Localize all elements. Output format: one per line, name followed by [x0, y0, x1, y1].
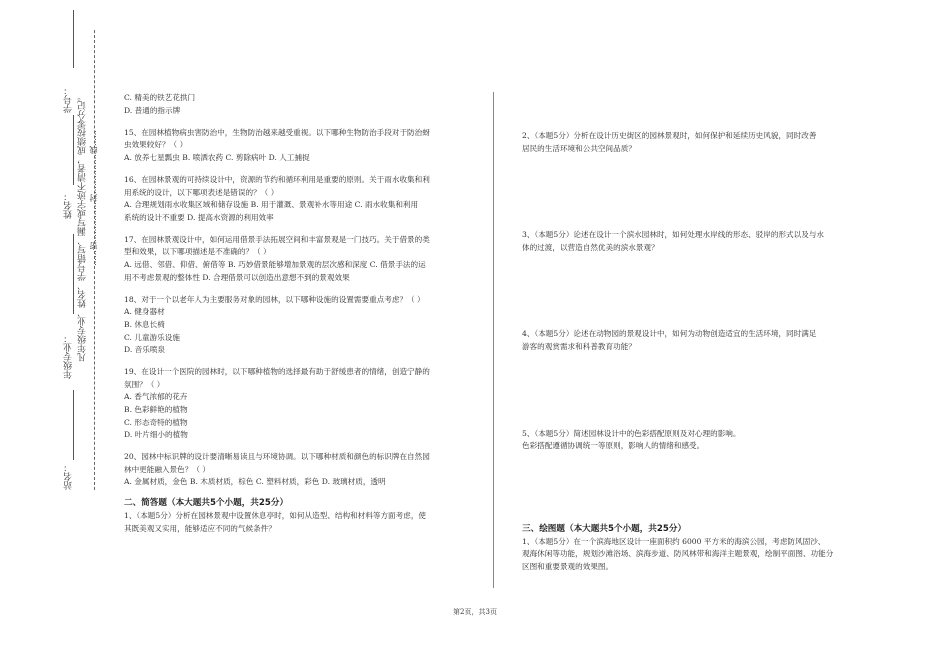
short-answer-3: 3、（本题5分）论述在设计一个滨水园林时，如何处理水岸线的形态、驳岸的形式以及与水 — [522, 230, 825, 240]
short-answer-5-cont: 色彩搭配遵循协调统一等原则，影响人的情绪和感受。 — [522, 441, 705, 451]
q15-stem-cont: 虫效果较好？（ ） — [124, 140, 188, 150]
q14-option-d: D. 普通的指示牌 — [124, 105, 181, 115]
q19-stem: 19、在设计一个医院的园林时，以下哪种植物的选择最有助于舒缓患者的情绪，创造宁静的 — [124, 367, 430, 377]
student-id-label: 学号： — [64, 86, 74, 113]
drawing-1: 1、（本题5分）在一个滨海地区设计一座面积约 6000 平方米的海滨公园，考虑防风固沙、 — [522, 536, 826, 546]
q17-stem-cont: 型和效果，以下哪项描述是不准确的？（ ） — [124, 247, 271, 257]
grade-major-label: 年级专业： — [64, 334, 74, 379]
short-answer-4-cont: 游客的观赏需求和科普教育功能？ — [522, 341, 636, 351]
short-answer-4: 4、（本题5分）论述在动物园的景观设计中，如何为动物创造适宜的生活环境，同时满足 — [522, 329, 817, 339]
q14-option-c: C. 精美的铁艺花拱门 — [124, 93, 196, 102]
q18-option-d: D. 音乐喷泉 — [124, 345, 166, 355]
short-answer-3-cont: 体的过渡，以营造自然优美的滨水景观？ — [522, 242, 659, 252]
q18-option-b: B. 休息长椅 — [124, 319, 165, 329]
name-line — [73, 115, 74, 185]
q20-stem-cont: 林中更能融入景色？（ ） — [124, 464, 210, 474]
q19-option-b: B. 色彩鲜艳的植物 — [124, 404, 188, 414]
q17-stem: 17、在园林景观设计中，如何运用借景手法拓展空间和丰富景观是一门技巧。关于借景的类 — [124, 234, 430, 244]
school-label: 站名： — [64, 463, 74, 490]
column-divider — [493, 92, 494, 588]
q16-stem-cont: 用系统的设计，以下哪项表述是错误的？（ ） — [124, 187, 279, 197]
q16-options-cont: 系统的设计不重要 D. 提高水资源的利用效率 — [124, 212, 274, 222]
q18-option-c: C. 儿童游乐设施 — [124, 332, 180, 342]
student-id-line — [73, 10, 74, 68]
warning-text: 凡年级专业、姓名、学号错写、漏写或字迹不清者，成绩按零分记。 — [78, 92, 88, 362]
short-answer-2-cont: 居民的生活环境和公共空间品质？ — [522, 143, 636, 153]
q19-option-d: D. 叶片细小的植物 — [124, 430, 188, 440]
short-answer-1-cont: 其既美观又实用，能够适应不同的气候条件？ — [124, 523, 276, 533]
q16-stem: 16、在园林景观的可持续设计中，资源的节约和循环利用是重要的原则。关于雨水收集和利 — [124, 174, 430, 184]
q17-options: A. 远借、邻借、仰借、俯借等 B. 巧妙借景能够增加景观的层次感和深度 C. 借景手法的运 — [124, 260, 426, 270]
q16-options: A. 合理规划雨水收集区域和储存设施 B. 用于灌溉、景观补水等用途 C. 雨水收集和利用 — [124, 200, 419, 210]
q15-stem: 15、在园林植物病虫害防治中，生物防治越来越受重视。以下哪种生物防治手段对于防治蚜 — [124, 127, 430, 137]
q15-options: A. 放养七星瓢虫 B. 喷洒农药 C. 剪除病叶 D. 人工捕捉 — [124, 152, 310, 162]
drawing-1-cont2: 区图和重要景观的效果图。 — [522, 561, 614, 571]
left-column — [124, 92, 469, 535]
binding-margin — [0, 0, 105, 672]
short-answer-1: 1、（本题5分）分析在园林景观中设置休息亭时，如何从造型、结构和材料等方面考虑，使 — [124, 511, 427, 521]
q18-option-a: A. 健身器材 — [124, 307, 165, 317]
name-label: 姓名： — [64, 192, 74, 219]
short-answer-5: 5、（本题5分）简述园林设计中的色彩搭配原则及对心理的影响。 — [522, 428, 741, 438]
grade-major-line — [73, 234, 74, 314]
right-column — [522, 130, 872, 574]
cut-line-text: ……密……………封……………线…… — [89, 130, 98, 266]
section3-title: 三、绘图题（本大题共5个小题，共25分） — [522, 523, 687, 534]
q18-stem: 18、对于一个以老年人为主要服务对象的园林，以下哪种设施的设置需要重点考虑？（ ） — [124, 294, 425, 304]
q17-options-cont: 用不考虑景观的整体性 D. 合理借景可以创造出意想不到的景观效果 — [124, 272, 350, 282]
q19-stem-cont: 氛围？（ ） — [124, 379, 165, 389]
q20-stem: 20、园林中标识牌的设计要清晰易读且与环境协调。以下哪种材质和颜色的标识牌在自然园 — [124, 452, 430, 462]
section2-title: 二、简答题（本大题共5个小题，共25分） — [124, 498, 289, 509]
school-line — [73, 390, 74, 460]
q19-option-c: C. 形态奇特的植物 — [124, 417, 188, 427]
short-answer-2: 2、（本题5分）分析在设计历史街区的园林景观时，如何保护和延续历史风貌，同时改善 — [522, 131, 817, 140]
drawing-1-cont: 观海休闲等功能，规划沙滩浴场、滨海步道、防风林带和海洋主题景观，绘制平面图、功能分 — [522, 549, 834, 559]
q19-option-a: A. 香气浓郁的花卉 — [124, 392, 188, 402]
page-footer: 第2页，共3页 — [453, 608, 497, 616]
q20-options: A. 金属材质，金色 B. 木质材质，棕色 C. 塑料材质，彩色 D. 玻璃材质，透明 — [124, 477, 386, 487]
